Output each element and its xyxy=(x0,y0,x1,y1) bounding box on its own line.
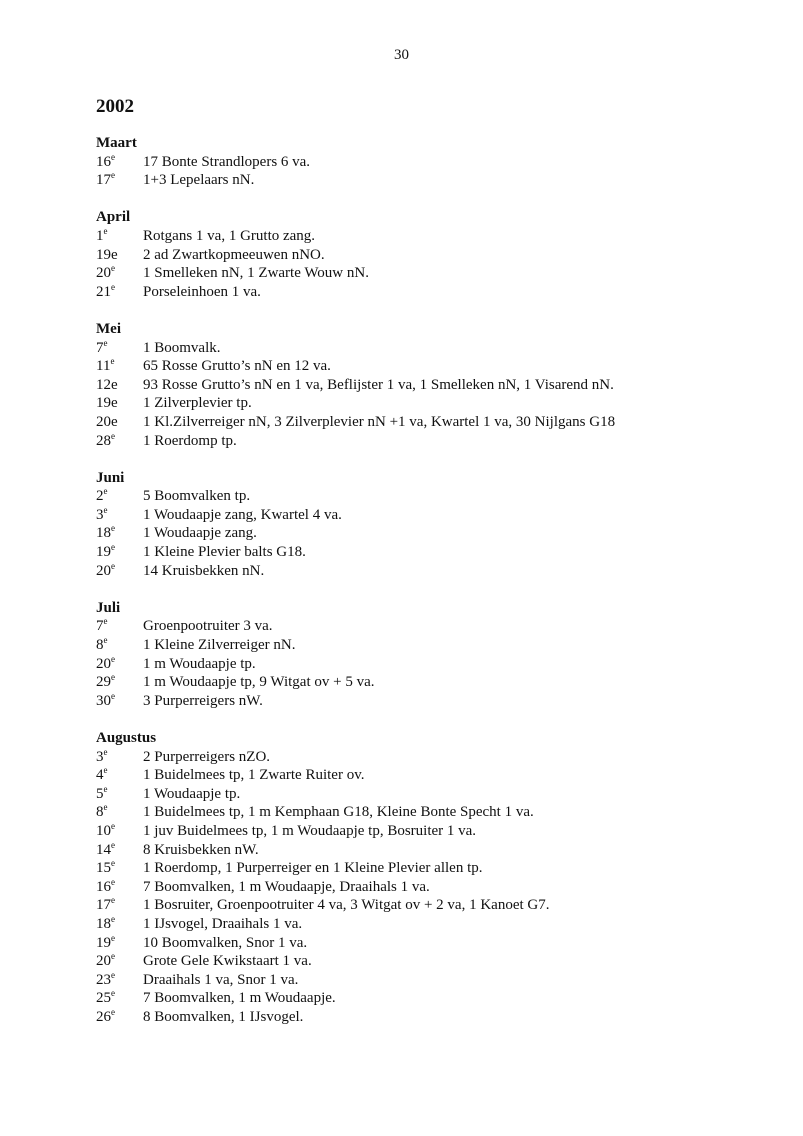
month-section xyxy=(96,599,776,711)
log-entry xyxy=(96,692,776,711)
entry-day-number: 14 xyxy=(96,841,111,858)
entry-text: 1 Smelleken nN, 1 Zwarte Wouw nN. xyxy=(143,265,369,282)
entry-text: 5 Boomvalken tp. xyxy=(143,488,251,505)
entry-text: 7 Boomvalken, 1 m Woudaapje. xyxy=(143,990,336,1007)
entry-day-number: 17 xyxy=(96,172,111,189)
entry-day-number: 8 xyxy=(96,804,104,821)
log-entry xyxy=(96,1008,776,1027)
entry-date xyxy=(96,543,143,562)
log-entry xyxy=(96,822,776,841)
entry-day-number: 4 xyxy=(96,767,104,784)
entry-text: 65 Rosse Grutto’s nN en 12 va. xyxy=(143,358,331,375)
month-section xyxy=(96,134,776,190)
log-entry xyxy=(96,896,776,915)
entry-date xyxy=(96,748,143,767)
entry-date xyxy=(96,487,143,506)
entry-date xyxy=(96,692,143,711)
entry-day-number: 16 xyxy=(96,153,111,170)
entry-text: 1 Boomvalk. xyxy=(143,339,221,356)
entry-text: 8 Boomvalken, 1 IJsvogel. xyxy=(143,1008,304,1025)
entry-day-number: 20 xyxy=(96,265,111,282)
entry-day-number: 20 xyxy=(96,953,111,970)
entry-day-suffix: e xyxy=(111,170,115,181)
entry-text: 7 Boomvalken, 1 m Woudaapje, Draaihals 1 va. xyxy=(143,878,430,895)
entry-date xyxy=(96,1008,143,1027)
log-entry xyxy=(96,506,776,525)
entry-day-number: 23 xyxy=(96,971,111,988)
entry-day-number: 10 xyxy=(96,822,111,839)
entry-day-number: 21 xyxy=(96,283,111,300)
entry-day-suffix: e xyxy=(111,932,115,943)
log-entry xyxy=(96,785,776,804)
entry-date xyxy=(96,562,143,581)
entry-text: 1 Zilverplevier tp. xyxy=(143,395,252,412)
entry-date xyxy=(96,803,143,822)
log-entry xyxy=(96,376,776,395)
entry-date xyxy=(96,952,143,971)
entry-date xyxy=(96,357,143,376)
entry-date xyxy=(96,524,143,543)
entry-text: 1 Woudaapje zang. xyxy=(143,525,257,542)
entry-text: Porseleinhoen 1 va. xyxy=(143,283,261,300)
log-entry xyxy=(96,655,776,674)
entry-date xyxy=(96,432,143,451)
log-entry xyxy=(96,487,776,506)
entry-text: 2 Purperreigers nZO. xyxy=(143,748,271,765)
entry-date xyxy=(96,673,143,692)
entry-day-number: 19e xyxy=(96,395,118,412)
page-number: 30 xyxy=(394,47,409,63)
entry-text: 1 Woudaapje zang, Kwartel 4 va. xyxy=(143,506,342,523)
entry-day-suffix: e xyxy=(103,616,108,627)
log-entry xyxy=(96,153,776,172)
log-entry xyxy=(96,339,776,358)
log-entry xyxy=(96,748,776,767)
entry-day-suffix: e xyxy=(110,356,115,367)
entry-day-suffix: e xyxy=(103,783,108,794)
entry-date xyxy=(96,655,143,674)
log-entry xyxy=(96,971,776,990)
entry-text: 1 Kleine Zilverreiger nN. xyxy=(143,637,296,654)
entry-text: 1 Bosruiter, Groenpootruiter 4 va, 3 Witgat ov + 2 va, 1 Kanoet G7. xyxy=(143,897,550,914)
log-entry xyxy=(96,357,776,376)
log-entry xyxy=(96,636,776,655)
entry-date xyxy=(96,785,143,804)
entry-day-suffix: e xyxy=(111,263,115,274)
entry-day-suffix: e xyxy=(103,337,108,348)
log-entry xyxy=(96,859,776,878)
entry-day-number: 12e xyxy=(96,376,118,393)
entry-text: 1 Buidelmees tp, 1 Zwarte Ruiter ov. xyxy=(143,767,365,784)
entry-day-suffix: e xyxy=(111,988,115,999)
entry-text: 17 Bonte Strandlopers 6 va. xyxy=(143,153,311,170)
entry-date xyxy=(96,915,143,934)
entry-date xyxy=(96,283,143,302)
entry-day-number: 15 xyxy=(96,860,111,877)
entry-day-number: 7 xyxy=(96,339,104,356)
entry-text: 3 Purperreigers nW. xyxy=(143,692,263,709)
entry-text: Draaihals 1 va, Snor 1 va. xyxy=(143,971,299,988)
log-entry xyxy=(96,766,776,785)
log-entry xyxy=(96,543,776,562)
log-entry xyxy=(96,673,776,692)
entry-text: 8 Kruisbekken nW. xyxy=(143,841,259,858)
observation-log xyxy=(96,134,776,1045)
entry-text: 1 juv Buidelmees tp, 1 m Woudaapje tp, Bosruiter 1 va. xyxy=(143,822,477,839)
entry-text: 1 m Woudaapje tp, 9 Witgat ov + 5 va. xyxy=(143,674,375,691)
entry-day-suffix: e xyxy=(103,225,108,236)
entry-date xyxy=(96,636,143,655)
entry-text: Rotgans 1 va, 1 Grutto zang. xyxy=(143,227,316,244)
entry-text: 2 ad Zwartkopmeeuwen nNO. xyxy=(143,246,325,263)
entry-date xyxy=(96,934,143,953)
entry-text: Groenpootruiter 3 va. xyxy=(143,618,273,635)
log-entry xyxy=(96,952,776,971)
entry-day-number: 19 xyxy=(96,934,111,951)
month-title: Juli xyxy=(96,599,121,616)
entry-day-suffix: e xyxy=(111,672,115,683)
entry-text: 1 Kl.Zilverreiger nN, 3 Zilverplevier nN +1 va, Kwartel 1 va, 30 Nijlgans G18 xyxy=(143,413,616,430)
entry-day-suffix: e xyxy=(111,951,115,962)
year-heading: 2002 xyxy=(96,96,134,117)
entry-day-suffix: e xyxy=(111,858,115,869)
log-entry xyxy=(96,432,776,451)
entry-day-suffix: e xyxy=(111,913,115,924)
entry-day-suffix: e xyxy=(111,430,115,441)
entry-day-suffix: e xyxy=(103,802,108,813)
log-entry xyxy=(96,562,776,581)
entry-day-number: 5 xyxy=(96,785,104,802)
entry-day-number: 8 xyxy=(96,637,104,654)
entry-day-number: 25 xyxy=(96,990,111,1007)
log-entry xyxy=(96,264,776,283)
entry-date xyxy=(96,153,143,172)
entry-day-number: 20 xyxy=(96,562,111,579)
log-entry xyxy=(96,524,776,543)
entry-day-suffix: e xyxy=(111,969,115,980)
entry-text: 1 Buidelmees tp, 1 m Kemphaan G18, Kleine Bonte Specht 1 va. xyxy=(143,804,534,821)
entry-text: 1 Roerdomp, 1 Purperreiger en 1 Kleine Plevier allen tp. xyxy=(143,860,483,877)
entry-date xyxy=(96,971,143,990)
log-entry xyxy=(96,617,776,636)
entry-day-suffix: e xyxy=(103,486,108,497)
entry-text: 1 Kleine Plevier balts G18. xyxy=(143,544,306,561)
log-entry xyxy=(96,171,776,190)
month-section xyxy=(96,469,776,581)
entry-day-number: 29 xyxy=(96,674,111,691)
entry-day-suffix: e xyxy=(103,504,108,515)
entry-text: 93 Rosse Grutto’s nN en 1 va, Beflijster 1 va, 1 Smelleken nN, 1 Visarend nN. xyxy=(143,376,614,393)
month-title: Juni xyxy=(96,469,125,486)
entry-date xyxy=(96,339,143,358)
entry-text: 1 Woudaapje tp. xyxy=(143,785,241,802)
entry-day-number: 16 xyxy=(96,878,111,895)
entry-text: 1 IJsvogel, Draaihals 1 va. xyxy=(143,915,303,932)
month-title: April xyxy=(96,209,131,226)
entry-day-suffix: e xyxy=(111,523,115,534)
entry-date xyxy=(96,506,143,525)
entry-date xyxy=(96,413,143,432)
entry-date xyxy=(96,878,143,897)
month-title: Mei xyxy=(96,320,121,337)
entry-day-suffix: e xyxy=(103,635,108,646)
entry-day-suffix: e xyxy=(111,895,115,906)
entry-day-suffix: e xyxy=(111,542,115,553)
log-entry xyxy=(96,413,776,432)
entry-date xyxy=(96,264,143,283)
entry-day-suffix: e xyxy=(111,690,115,701)
entry-day-number: 28 xyxy=(96,432,111,449)
month-title: Maart xyxy=(96,135,137,151)
entry-day-number: 3 xyxy=(96,748,104,765)
month-section xyxy=(96,320,776,450)
log-entry xyxy=(96,878,776,897)
entry-text: 14 Kruisbekken nN. xyxy=(143,562,265,579)
log-entry xyxy=(96,246,776,265)
entry-date xyxy=(96,376,143,395)
entry-day-suffix: e xyxy=(111,820,115,831)
log-entry xyxy=(96,915,776,934)
entry-day-number: 20 xyxy=(96,655,111,672)
entry-date xyxy=(96,171,143,190)
month-section xyxy=(96,729,776,1027)
entry-day-number: 20e xyxy=(96,413,118,430)
entry-day-number: 1 xyxy=(96,227,104,244)
entry-date xyxy=(96,859,143,878)
entry-text: Grote Gele Kwikstaart 1 va. xyxy=(143,953,312,970)
log-entry xyxy=(96,934,776,953)
month-section xyxy=(96,208,776,301)
entry-date xyxy=(96,227,143,246)
log-entry xyxy=(96,803,776,822)
entry-day-number: 3 xyxy=(96,506,104,523)
entry-day-number: 2 xyxy=(96,488,104,505)
month-title: Augustus xyxy=(96,730,157,746)
entry-day-suffix: e xyxy=(103,765,108,776)
entry-day-number: 7 xyxy=(96,618,104,635)
entry-day-number: 18 xyxy=(96,525,111,542)
log-entry xyxy=(96,394,776,413)
entry-day-number: 19 xyxy=(96,544,111,561)
log-entry xyxy=(96,283,776,302)
log-entry xyxy=(96,841,776,860)
entry-text: 1 Roerdomp tp. xyxy=(143,432,237,449)
entry-text: 10 Boomvalken, Snor 1 va. xyxy=(143,934,308,951)
entry-date xyxy=(96,394,143,413)
entry-day-suffix: e xyxy=(111,839,115,850)
entry-day-number: 18 xyxy=(96,915,111,932)
entry-date xyxy=(96,766,143,785)
entry-date xyxy=(96,989,143,1008)
entry-text: 1 m Woudaapje tp. xyxy=(143,655,256,672)
entry-day-suffix: e xyxy=(111,1006,115,1017)
entry-day-number: 11 xyxy=(96,358,111,375)
entry-day-suffix: e xyxy=(111,151,115,162)
entry-text: 1+3 Lepelaars nN. xyxy=(143,172,255,189)
entry-day-number: 26 xyxy=(96,1008,111,1025)
entry-day-suffix: e xyxy=(111,281,115,292)
entry-date xyxy=(96,617,143,636)
entry-date xyxy=(96,822,143,841)
entry-day-suffix: e xyxy=(103,746,108,757)
entry-date xyxy=(96,896,143,915)
entry-day-number: 30 xyxy=(96,692,111,709)
entry-day-number: 19e xyxy=(96,246,118,263)
entry-date xyxy=(96,246,143,265)
entry-day-suffix: e xyxy=(111,876,115,887)
entry-day-number: 17 xyxy=(96,897,111,914)
entry-day-suffix: e xyxy=(111,560,115,571)
entry-day-suffix: e xyxy=(111,653,115,664)
log-entry xyxy=(96,989,776,1008)
entry-date xyxy=(96,841,143,860)
log-entry xyxy=(96,227,776,246)
